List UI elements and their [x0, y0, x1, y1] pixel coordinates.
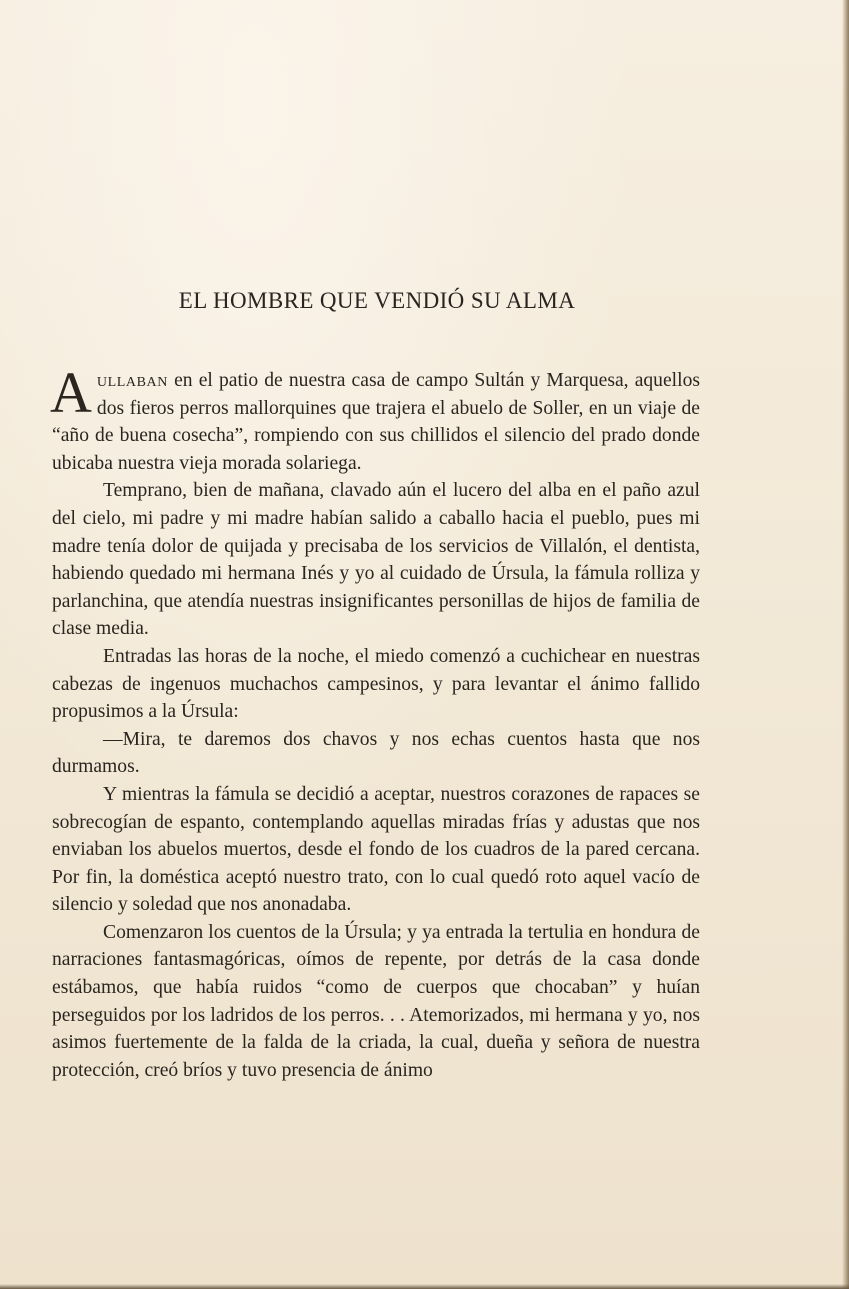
paragraph: Entradas las horas de la noche, el miedo comenzó a cuchichear en nuestras cabezas de ingenuos muchachos campesinos, y para levantar el ánimo fallido propusimos a la Úrsula: [52, 645, 700, 723]
page-edge-right [842, 0, 849, 1289]
chapter-body [50, 360, 700, 1084]
drop-cap: A [50, 360, 92, 425]
paragraph: —Mira, te daremos dos chavos y nos echas cuentos hasta que nos durmamos. [52, 728, 700, 778]
opening-smallcaps: ullaban [96, 370, 168, 391]
opening-text: en el patio de nuestra casa de campo Sultán y Marquesa, aquellos dos fieros perros mallorquines que trajera el abuelo de Soller, en un viaje de “año de buena cosecha”, rompiendo con sus chillidos el silencio del prado donde ubicaba nuestra vieja morada solariega. [52, 370, 700, 474]
page-edge-bottom [0, 1284, 849, 1289]
paragraph: Temprano, bien de mañana, clavado aún el lucero del alba en el paño azul del cielo, mi padre y mi madre habían salido a caballo hacia el pueblo, pues mi madre tenía dolor de quijada y precisaba de los servicios de Villalón, el dentista, habiendo quedado mi hermana Inés y yo al cuidado de Úrsula, la fámula rolliza y parlanchina, que atendía nuestras insignificantes personillas de hijos de familia de clase media. [52, 480, 700, 640]
opening-paragraph [50, 360, 700, 477]
paragraph: Comenzaron los cuentos de la Úrsula; y ya entrada la tertulia en hondura de narraciones fantasmagóricas, oímos de repente, por detrás de la casa donde estábamos, que había ruidos “como de cuerpos que chocaban” y huían perseguidos por los ladridos de los perros. . . Atemorizados, mi hermana y yo, nos asimos fuertemente de la falda de la criada, la cual, dueña y señora de nuestra protección, creó bríos y tuvo presencia de ánimo [52, 921, 700, 1081]
chapter-title: EL HOMBRE QUE VENDIÓ SU ALMA [178, 288, 576, 313]
paragraph: Y mientras la fámula se decidió a aceptar, nuestros corazones de rapaces se sobrecogían de espanto, contemplando aquellas miradas frías y adustas que nos enviaban los abuelos muertos, desde el fondo de los cuadros de la pared cercana. Por fin, la doméstica aceptó nuestro trato, con lo cual quedó roto aquel vacío de silencio y soledad que nos anonadaba. [52, 783, 700, 916]
